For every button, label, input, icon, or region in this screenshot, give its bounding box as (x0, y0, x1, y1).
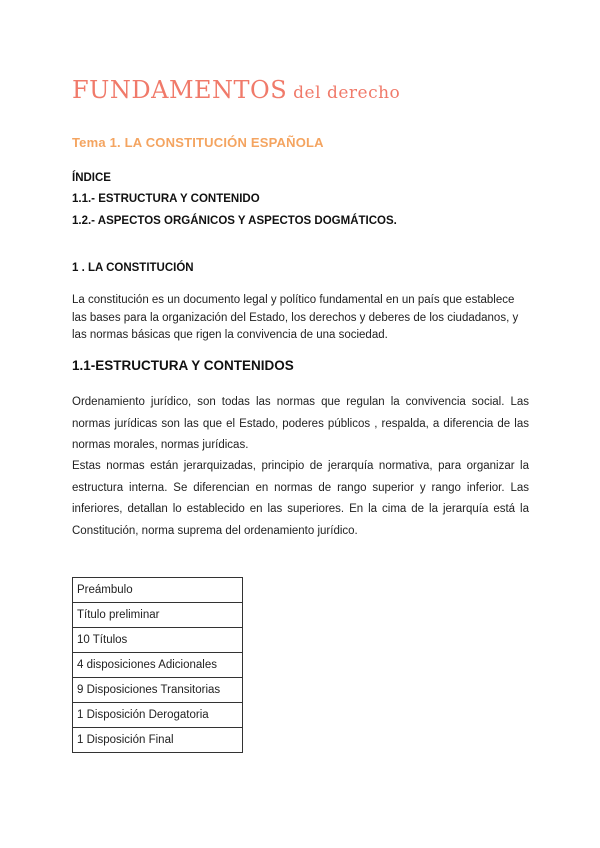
table-cell: 10 Títulos (73, 628, 243, 653)
title-sub: del derecho (293, 83, 401, 103)
table-cell: 4 disposiciones Adicionales (73, 653, 243, 678)
index-heading: ÍNDICE (72, 172, 111, 184)
section-heading-constitucion: 1 . LA CONSTITUCIÓN (72, 262, 194, 274)
table-cell: 1 Disposición Derogatoria (73, 703, 243, 728)
topic-heading: Tema 1. LA CONSTITUCIÓN ESPAÑOLA (72, 135, 324, 150)
table-row (73, 603, 243, 628)
title-main: FUNDAMENTOS (72, 76, 288, 104)
section-paragraph: La constitución es un documento legal y político fundamental en un país que establece las bases para la organización del Estado, los derechos y deberes de los ciudadanos, y las normas básicas que rigen la convivencia de una sociedad. (72, 294, 519, 341)
table-cell: 9 Disposiciones Transitorias (73, 678, 243, 703)
table-cell: 1 Disposición Final (73, 728, 243, 753)
table-row (73, 653, 243, 678)
table-row (73, 728, 243, 753)
section-paragraph: Ordenamiento jurídico, son todas las normas que regulan la convivencia social. Las normas jurídicas son las que el Estado, poderes públicos , respalda, a diferencia de las normas morales, normas jurídicas. (72, 396, 529, 451)
table-cell: Título preliminar (73, 603, 243, 628)
table-cell: Preámbulo (73, 578, 243, 603)
index-item: 1.2.- ASPECTOS ORGÁNICOS Y ASPECTOS DOGMÁTICOS. (72, 215, 397, 227)
table-row (73, 678, 243, 703)
section-paragraph: Estas normas están jerarquizadas, principio de jerarquía normativa, para organizar la estructura interna. Se diferencian en normas de rango superior y rango inferior. Las inferiores, detallan lo establecido en las superiores. En la cima de la jerarquía está la Constitución, norma suprema del ordenamiento jurídico. (72, 460, 529, 537)
table-row (73, 628, 243, 653)
section-heading-estructura: 1.1-ESTRUCTURA Y CONTENIDOS (72, 358, 294, 373)
structure-table (72, 577, 243, 753)
table-row (73, 703, 243, 728)
table-row (73, 578, 243, 603)
document-title (72, 76, 400, 104)
index-item: 1.1.- ESTRUCTURA Y CONTENIDO (72, 193, 260, 205)
